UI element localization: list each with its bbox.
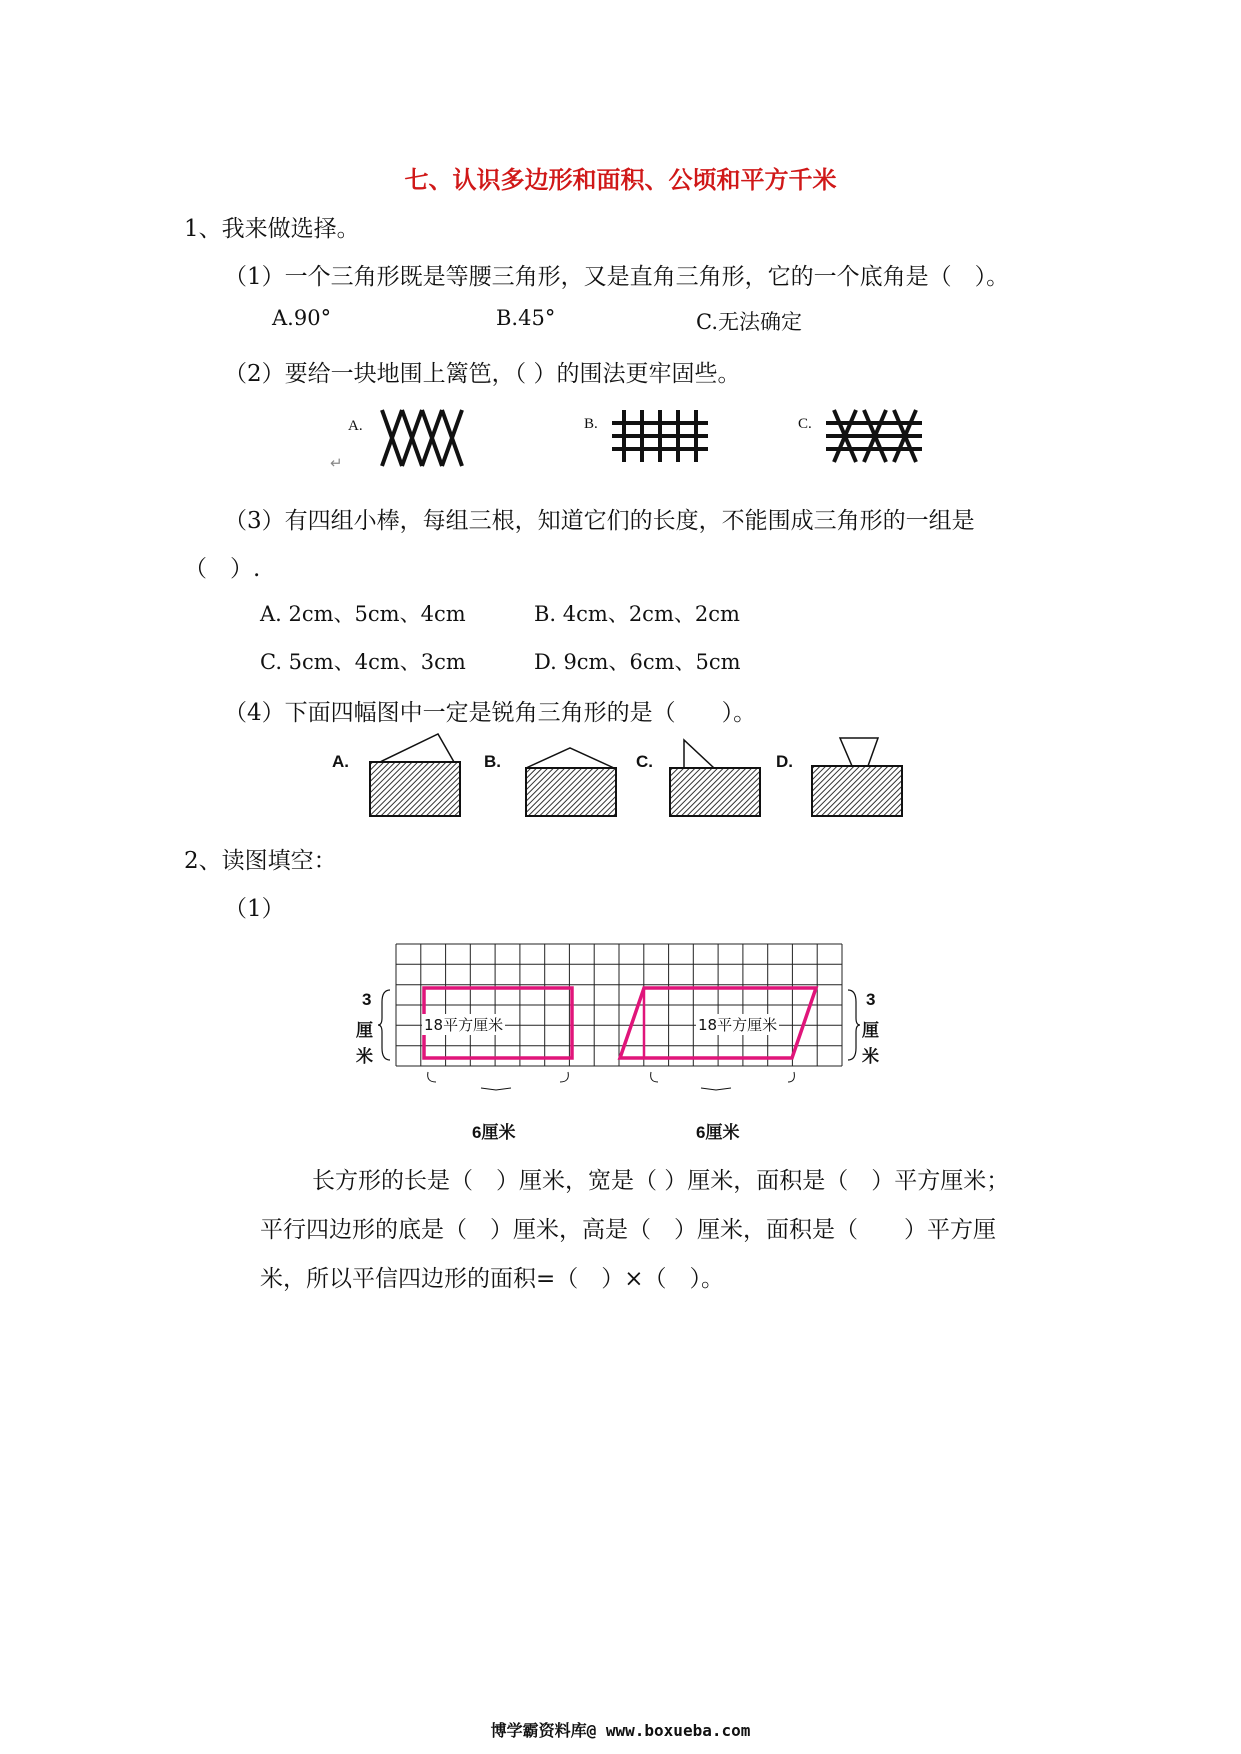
rect-width-label: 6厘米 xyxy=(472,1123,516,1142)
rect-area-label: 18平方厘米 xyxy=(424,1016,504,1034)
q2-label-c: C. xyxy=(798,416,812,432)
q3-option-b: B. 4cm、2cm、2cm xyxy=(534,602,740,626)
left-height-label-char2: 米 xyxy=(356,1047,373,1066)
right-height-label-char2: 米 xyxy=(862,1047,879,1066)
right-height-label-char1: 厘 xyxy=(862,1021,879,1040)
q3-text-line2: （ ）. xyxy=(184,556,261,582)
footer-watermark: 博学霸资料库@ www.boxueba.com xyxy=(490,1721,751,1740)
fence-c-figure xyxy=(826,410,922,462)
q4-label-b: B. xyxy=(484,752,501,771)
q4-figure-c xyxy=(668,738,762,818)
page-title: 七、认识多边形和面积、公顷和平方千米 xyxy=(404,166,837,194)
right-height-label-num: 3 xyxy=(866,990,876,1009)
left-height-label-num: 3 xyxy=(362,990,372,1009)
q2-text: （2）要给一块地围上篱笆，（ ）的围法更牢固些。 xyxy=(224,361,741,387)
q1-option-a: A.90° xyxy=(272,306,332,330)
q4-label-c: C. xyxy=(636,752,653,771)
para-width-label: 6厘米 xyxy=(696,1123,740,1142)
q1-option-c: C.无法确定 xyxy=(696,310,802,334)
q2-label-a: A. xyxy=(348,418,363,434)
q4-label-a: A. xyxy=(332,752,349,771)
q4-text: （4）下面四幅图中一定是锐角三角形的是（ ）。 xyxy=(224,700,757,726)
section2-sub: （1） xyxy=(224,896,285,922)
right-brace xyxy=(846,988,860,1062)
left-brace xyxy=(378,988,392,1062)
q3-text-line1: （3）有四组小棒，每组三根，知道它们的长度，不能围成三角形的一组是 xyxy=(224,508,975,534)
q4-figure-a xyxy=(368,732,462,818)
section1-heading: 1、我来做选择。 xyxy=(184,216,360,242)
left-height-label-char1: 厘 xyxy=(356,1021,373,1040)
para-area-label: 18平方厘米 xyxy=(698,1016,778,1034)
q4-figure-d xyxy=(810,736,904,818)
q3-option-d: D. 9cm、6cm、5cm xyxy=(534,650,741,674)
q4-figure-b xyxy=(524,746,618,818)
q4-label-d: D. xyxy=(776,752,793,771)
q3-option-a: A. 2cm、5cm、4cm xyxy=(260,602,466,626)
fill-line-2: 平行四边形的底是（ ）厘米，高是（ ）厘米，面积是（ ）平方厘 xyxy=(260,1217,996,1243)
q1-text: （1）一个三角形既是等腰三角形，又是直角三角形，它的一个底角是（ ）。 xyxy=(224,264,1010,290)
fence-b-figure xyxy=(612,410,708,462)
q2-return-mark: ↵ xyxy=(330,456,343,472)
section2-heading: 2、读图填空： xyxy=(184,848,337,874)
fill-line-3: 米，所以平信四边形的面积=（ ）×（ ）。 xyxy=(260,1266,725,1292)
fill-line-1: 长方形的长是（ ）厘米，宽是（ ）厘米，面积是（ ）平方厘米； xyxy=(312,1168,1010,1194)
fence-a-figure xyxy=(382,410,466,466)
q2-label-b: B. xyxy=(584,416,598,432)
q3-option-c: C. 5cm、4cm、3cm xyxy=(260,650,466,674)
q1-option-b: B.45° xyxy=(496,306,556,330)
